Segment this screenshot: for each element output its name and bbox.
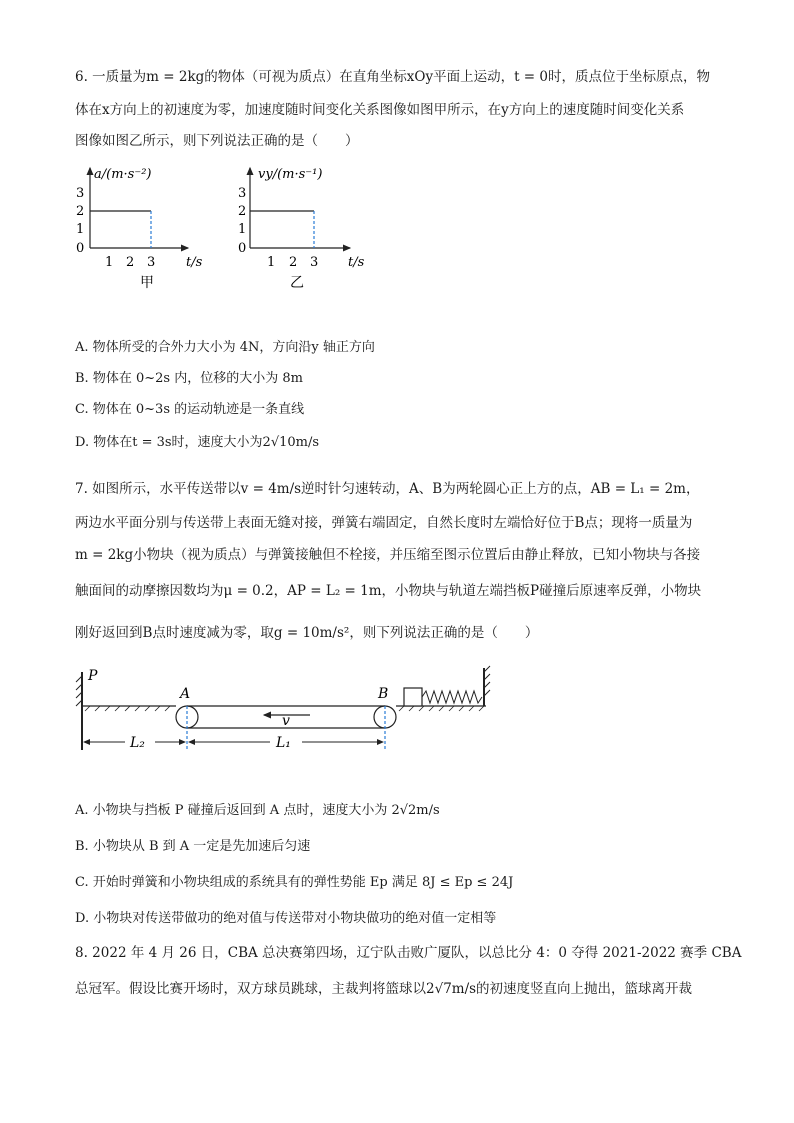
label-p: P [88, 668, 98, 684]
q6-option-a: A. 物体所受的合外力大小为 4N，方向沿y 轴正方向 [75, 340, 375, 355]
yi-caption: 乙 [290, 275, 304, 291]
conveyor-diagram [70, 662, 500, 762]
q6-option-c: C. 物体在 0~3s 的运动轨迹是一条直线 [75, 402, 305, 417]
label-l1: L₁ [276, 735, 291, 751]
jia-ylabel: a/(m·s⁻²) [94, 167, 152, 182]
yi-xtick-2: 2 [289, 255, 298, 270]
yi-ytick-2: 2 [238, 204, 247, 219]
q7-option-c: C. 开始时弹簧和小物块组成的系统具有的弹性势能 Ep 满足 8J ≤ Ep ≤ 24J [75, 875, 514, 890]
q7-line-4: 触面间的动摩擦因数均为μ = 0.2，AP = L₂ = 1m，小物块与轨道左端挡板P碰撞后原速率反弹，小物块 [75, 583, 702, 599]
q6-option-b: B. 物体在 0~2s 内，位移的大小为 8m [75, 371, 303, 386]
yi-ytick-1: 1 [238, 222, 247, 237]
jia-xtick-2: 2 [126, 255, 135, 270]
yi-xlabel: t/s [348, 255, 365, 270]
q7-line-3: m = 2kg小物块（视为质点）与弹簧接触但不栓接，并压缩至图示位置后由静止释放，已知小物块与各接 [75, 547, 701, 563]
jia-ytick-0: 0 [76, 241, 85, 256]
q7-option-a: A. 小物块与挡板 P 碰撞后返回到 A 点时，速度大小为 2√2m/s [75, 803, 440, 818]
label-a: A [180, 686, 191, 702]
jia-caption: 甲 [140, 275, 154, 291]
q6-line-2: 体在x方向上的初速度为零，加速度随时间变化关系图像如图甲所示，在y方向上的速度随时间变化关系 [75, 102, 685, 118]
jia-xtick-1: 1 [105, 255, 114, 270]
yi-ytick-0: 0 [238, 241, 247, 256]
yi-xtick-3: 3 [310, 255, 319, 270]
block [404, 688, 422, 706]
jia-ytick-1: 1 [76, 222, 85, 237]
spring [422, 691, 482, 703]
wall-right [484, 666, 490, 706]
q7-line-5: 刚好返回到B点时速度减为零，取g = 10m/s²，则下列说法正确的是（ ） [75, 625, 539, 641]
label-l2: L₂ [130, 735, 145, 751]
yi-xtick-1: 1 [267, 255, 276, 270]
jia-ytick-3: 3 [76, 186, 85, 201]
yi-ylabel: vy/(m·s⁻¹) [258, 167, 323, 182]
q7-option-d: D. 小物块对传送带做功的绝对值与传送带对小物块做功的绝对值一定相等 [75, 911, 497, 926]
jia-ytick-2: 2 [76, 204, 85, 219]
q7-line-1: 7. 如图所示，水平传送带以v = 4m/s逆时针匀速转动，A、B为两轮圆心正上方的点，AB = L₁ = 2m， [75, 481, 700, 497]
q6-option-d: D. 物体在t = 3s时，速度大小为2√10m/s [75, 435, 320, 450]
wall-p-hatch [76, 672, 82, 750]
graph-jia [70, 160, 230, 295]
label-b: B [378, 686, 389, 702]
jia-xlabel: t/s [186, 255, 203, 270]
jia-xtick-3: 3 [147, 255, 156, 270]
q7-option-b: B. 小物块从 B 到 A 一定是先加速后匀速 [75, 839, 311, 854]
q8-line-1: 8. 2022 年 4 月 26 日，CBA 总决赛第四场，辽宁队击败广厦队，以总比分 4：0 夺得 2021-2022 赛季 CBA [75, 945, 742, 961]
graph-yi [232, 160, 392, 295]
q6-line-3: 图像如图乙所示，则下列说法正确的是（ ） [75, 133, 359, 149]
yi-ytick-3: 3 [238, 186, 247, 201]
q7-line-2: 两边水平面分别与传送带上表面无缝对接，弹簧右端固定，自然长度时左端恰好位于B点；现将一质量为 [75, 515, 693, 531]
right-ground [396, 706, 486, 711]
q8-line-2: 总冠军。假设比赛开场时，双方球员跳球，主裁判将篮球以2√7m/s的初速度竖直向上抛出，篮球离开裁 [75, 981, 693, 997]
label-v: v [282, 713, 290, 729]
left-ground [82, 706, 176, 711]
q6-line-1: 6. 一质量为m = 2kg的物体（可视为质点）在直角坐标xOy平面上运动，t = 0时，质点位于坐标原点，物 [75, 69, 710, 85]
